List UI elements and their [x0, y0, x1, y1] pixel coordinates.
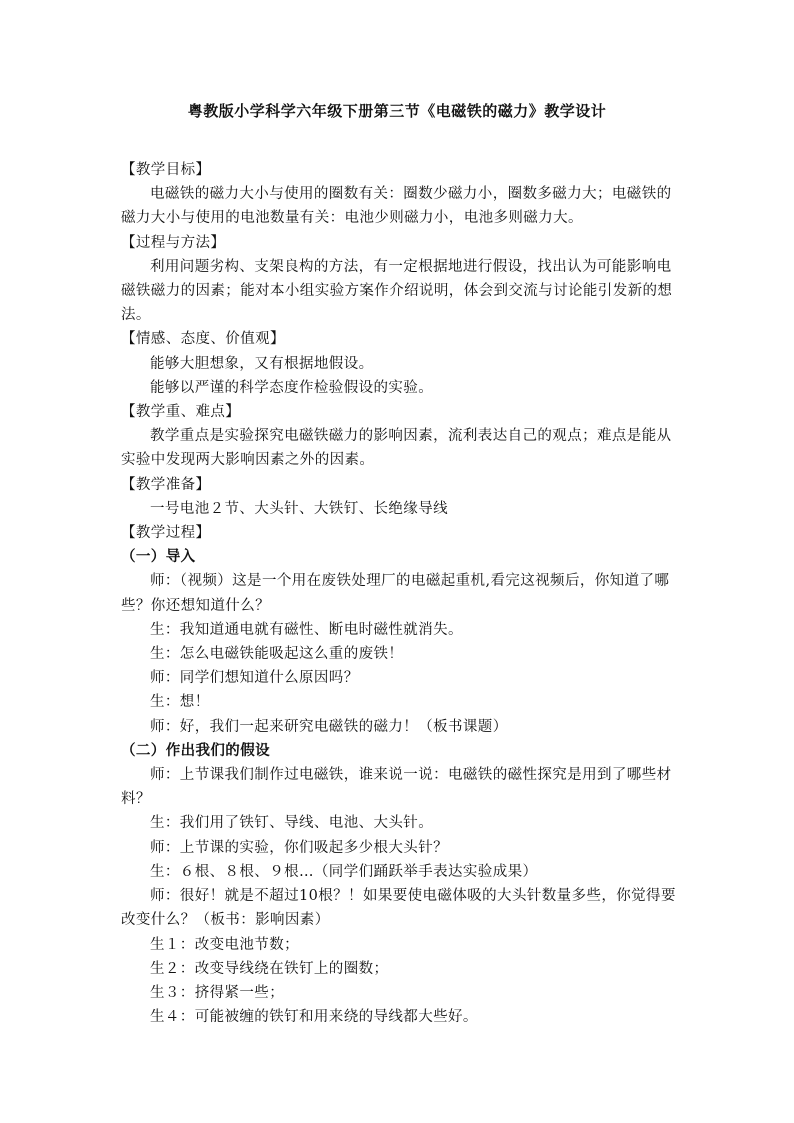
text-line: 师：好，我们一起来研究电磁铁的磁力！（板书课题） — [150, 718, 508, 735]
text-line: 生２：改变导线绕在铁钉上的圈数； — [150, 960, 389, 977]
text-line: 能够以严谨的科学态度作检验假设的实验。 — [150, 379, 434, 396]
paragraph: 师：（视频）这是一个用在废铁处理厂的电磁起重机,看完这视频后，你知道了哪些？你还想知道什么？ — [121, 573, 670, 614]
document-title: 粤教版小学科学六年级下册第三节《电磁铁的磁力》教学设计 — [187, 102, 607, 120]
paragraph: 教学重点是实验探究电磁铁磁力的影响因素，流利表达自己的观点；难点是能从实验中发现两大影响因素之外的因素。 — [121, 428, 672, 469]
section-heading: 【过程与方法】 — [121, 234, 226, 251]
subsection-heading: （一）导入 — [121, 548, 196, 566]
section-heading: 【教学过程】 — [121, 525, 211, 542]
section-heading: 【情感、态度、价值观】 — [121, 331, 285, 348]
text-line: 生１：改变电池节数； — [150, 936, 299, 953]
text-line: 能够大胆想象，又有根据地假设。 — [150, 355, 374, 372]
paragraph: 利用问题劣构、支架良构的方法，有一定根据地进行假设，找出认为可能影响电磁铁磁力的因素；能对本小组实验方案作介绍说明，体会到交流与讨论能引发新的想法。 — [121, 258, 673, 324]
text-line: 生：６根、８根、９根…（同学们踊跃举手表达实验成果） — [150, 863, 538, 880]
paragraph: 师：很好！就是不超过10根？！如果要使电磁体吸的大头针数量多些，你觉得要改变什么？（板书：影响因素） — [121, 888, 676, 929]
text-line: 生：怎么电磁铁能吸起这么重的废铁！ — [150, 646, 404, 663]
text-line: 生３：挤得紧一些； — [150, 984, 285, 1001]
subsection-heading: （二）作出我们的假设 — [121, 741, 270, 759]
paragraph: 电磁铁的磁力大小与使用的圈数有关：圈数少磁力小，圈数多磁力大；电磁铁的磁力大小与使用的电池数量有关：电池少则磁力小，电池多则磁力大。 — [121, 186, 672, 227]
text-line: 生４：可能被缠的铁钉和用来绕的导线都大些好。 — [150, 1009, 478, 1026]
text-line: 师：上节课的实验，你们吸起多少根大头针？ — [150, 839, 448, 856]
section-heading: 【教学重、难点】 — [121, 404, 241, 421]
text-line: 一号电池２节、大头针、大铁钉、长绝缘导线 — [150, 500, 448, 517]
text-line: 生：想！ — [150, 694, 210, 711]
section-heading: 【教学准备】 — [121, 476, 211, 493]
section-heading: 【教学目标】 — [121, 162, 211, 178]
paragraph: 师：上节课我们制作过电磁铁，谁来说一说：电磁铁的磁性探究是用到了哪些材料？ — [121, 767, 672, 808]
text-line: 生：我知道通电就有磁性、断电时磁性就消失。 — [150, 621, 463, 638]
text-line: 师：同学们想知道什么原因吗？ — [150, 670, 359, 687]
document-body — [121, 158, 681, 1029]
text-line: 生：我们用了铁钉、导线、电池、大头针。 — [150, 815, 434, 832]
